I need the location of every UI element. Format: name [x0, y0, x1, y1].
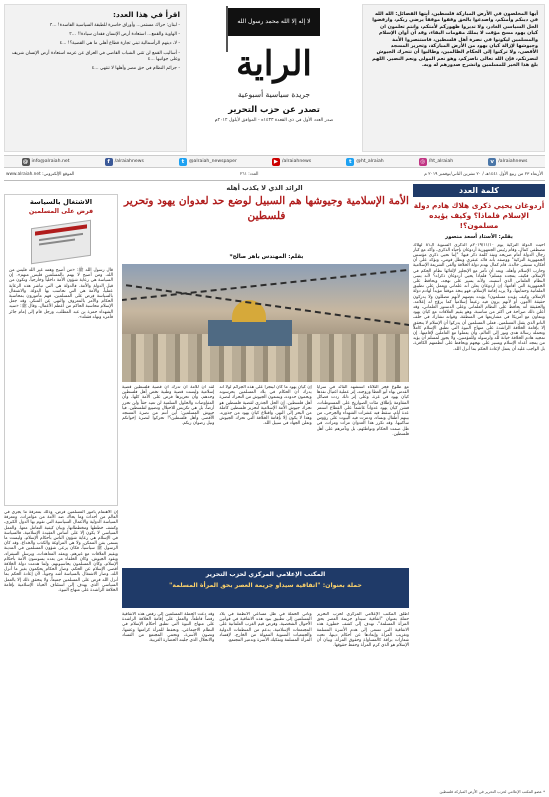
masthead-logo[interactable]	[190, 4, 358, 152]
social-handle: /alraiahnews	[114, 159, 144, 164]
founded-line: صدر العدد الأول في ذي القعدة ١٤٣٣ه - الموافق لأيلول ٢٠١٢م	[214, 118, 334, 123]
social-handle: @alraiah_newspaper	[188, 159, 237, 164]
intro-text: أيها المخلصون في الأرض المباركة فلسطين، أيتها الفصائل: الله الله في دينكم وأمتكم، واصدعوا بالحق وقفوا موقفاً يرضي ربكم، وارفضوا الحل السياسي الغادر، ولا تديروا ظهوركم لأمتكم، وانتم تعلمون ان كيان يهود مسخ مؤقت لا يملك مقومات البقاء، وقد آن أوان الإسلام والمسلمين ليكونوا في نصرة أهل فلسطين، فاستنصروا الأمة وجيوشها لإزالة كيان يهود من الأرض المباركة، وتحرير المسجد الأقصى، ولا تركنوا إلى الحكام الظالمين، وطالبوا أن تتحرك الجيوش لنصرتكم، فإن الله تعالى ناصركم، وهو نعم المولى ونعم النصير. اللهم بلغ هذا الخير للمسلمين وانشرح صدورهم له وبه.	[372, 11, 538, 69]
table-of-contents	[4, 4, 187, 152]
twitter-icon: t	[179, 158, 187, 166]
social-bar	[4, 155, 545, 168]
publisher-line: تصدر عن حزب التحرير	[228, 104, 320, 114]
twitter-icon: t	[346, 158, 354, 166]
divider	[4, 180, 545, 181]
sidebar-title[interactable]: الاشتغال بالسياسة	[29, 198, 93, 206]
section-label: كلمة العدد	[413, 184, 545, 197]
vk-icon: v	[488, 158, 496, 166]
sidebar-continued-body: إن الاهتمام بأمور المسلمين فرض، وذلك بمعرفة ما يجري في العالم من أحداث وما يحاك ضد الأمة من مؤامرات، ومعرفة السياسة الدولية والأعمال السياسية التي تقوم بها الدول الكبرى، وكشف خططها ومخططاتها، وبيان كيفية التعامل معها. والعمل السياسي لا يكون إلا على أساس العقيدة الإسلامية، فالسياسة في الإسلام هي رعاية شؤون الناس بأحكام الإسلام، وليست ما يسمى بفن الممكن، ولا هي المراوغة والكذب والخداع. وقد كان الرسول ﷺ سياسياً، فكان يرعى شؤون المسلمين في المدينة ويقيم العلاقات مع غيرهم، ويعقد المعاهدات، ويرسل السفراء، ويقود الجيوش. وكان الخلفاء من بعده يسوسون الأمة بأحكام الإسلام، وكان المسلمون يحاسبونهم. ولما هدمت دولة الخلافة أقصي الإسلام عن الحكم، وصار الحكام يحكمون بغير ما أنزل الله، وصار الاشتغال بالسياسة أشد وجوباً، لأن إعادة الحكم بما أنزل الله فرض على المسلمين جميعاً، ولا يتحقق ذلك إلا بالعمل السياسي الذي يهدف إلى استئناف الحياة الإسلامية بإقامة الخلافة الراشدة على منهاج النبوة.	[4, 510, 118, 594]
issue-number: العدد: ٢٦١	[240, 172, 259, 177]
footer-note: * عضو المكتب الإعلامي لحزب التحرير في الأرض المباركة فلسطين	[439, 789, 545, 794]
toc-item[interactable]: - الهاوية والقمع... استعادة أرض الإنسان فقدان سيادة!! ...٣	[69, 32, 180, 38]
youtube-icon: ▶	[273, 158, 279, 165]
social-link-instagram[interactable]	[419, 158, 453, 166]
main-headline[interactable]: الأمة الإسلامية وجيوشها هم السبيل لوضع حد لعدوان يهود وتحرير فلسطين	[123, 195, 409, 222]
social-link-vk[interactable]	[488, 158, 527, 166]
sidebar-body: قال رسول الله ﷺ: «من أصبح وهمه غير الله فليس من الله، ومن أصبح لا يهتم بالمسلمين فليس منهم». إن السياسة هي رعاية شؤون الأمة داخلياً وخارجياً، وتكون من قبل الدولة والأمة، فالدولة هي التي تباشر هذه الرعاية عملياً، والأمة هي التي تحاسب بها الدولة. والاشتغال بالسياسة فرض على المسلمين، فهم مأمورون بمحاسبة الحكام والأمر بالمعروف والنهي عن المنكر، وقد جعل الإسلام محاسبة الحاكم من أعظم الأعمال، وقال ﷺ: «سيد الشهداء حمزة بن عبد المطلب، ورجل قام إلى إمام جائر فأمره ونهاه فقتله».	[9, 268, 113, 320]
issue-date: الأربعاء ٢٣ من ربيع الأول ١٤٤١هـ / ٢٠ تشرين الثاني/نوفمبر ٢٠١٩ م	[424, 172, 543, 177]
toc-item[interactable]: - أساليب القمع لن تثني الشباب القاضي في العراق عن عزمه استعادة أرض الإنسان شريف وعلى جوانبها ...٤	[11, 50, 180, 62]
main-article-col: إن كيان يهود ما كان ليتجرأ على هذه الجرائم لولا أنه يدرك أن الحكام في بلاد المسلمين يحرسونه ويحمون حدوده، ويمنعون الجيوش من التحرك لنصرة أهل فلسطين. إن الحل الجذري لقضية فلسطين هو تحرك جيوش الأمة الإسلامية لتحرير فلسطين كاملة من البحر إلى النهر، واقتلاع كيان يهود من جذوره، وهذا لا يكون إلا بإقامة الخلافة التي تحرك الجيوش وتعلن الجهاد في سبيل الله.	[219, 385, 312, 427]
masthead-subtitle: جريدة سياسية أسبوعية	[237, 90, 311, 99]
toc-item[interactable]: - لبنان: حراك مستمر... وأوراق خاسرة للطبقة السياسية الفاسدة! ...٣	[49, 23, 180, 28]
social-link-twitter[interactable]	[179, 158, 237, 166]
toc-title: اقرأ في هذا العدد:	[113, 10, 180, 19]
aqsa-photo	[122, 264, 409, 382]
editorial-author: بقلم: الأستاذ أسعد منصور	[445, 233, 513, 240]
email-icon: @	[22, 158, 29, 165]
press-release-banner[interactable]	[122, 568, 409, 608]
toc-item[interactable]: - جرائم النظام في حق مصر وأهلها لا تنتهي ...٤	[91, 66, 180, 72]
editorial-column	[413, 184, 545, 789]
press-release-body	[122, 612, 409, 789]
social-link-facebook[interactable]	[105, 158, 144, 166]
sidebar-subtitle: فرض على المسلمين	[28, 208, 94, 215]
main-article-body	[122, 385, 409, 565]
facebook-icon: f	[105, 158, 113, 166]
main-author: بقلم: المهندس باهر صالح*	[229, 254, 304, 260]
flag-icon: لا إله إلا الله محمد رسول الله	[228, 8, 320, 36]
social-link-email[interactable]	[22, 158, 70, 166]
social-handle: /alraiahnews	[498, 159, 528, 164]
book-image	[21, 220, 101, 262]
social-link-youtube[interactable]	[272, 158, 311, 166]
social-handle: /alraiahnews	[281, 159, 312, 164]
instagram-icon: ◎	[420, 158, 426, 165]
issue-info-bar	[4, 170, 545, 179]
sidebar-article	[4, 194, 118, 506]
intro-box	[362, 4, 545, 152]
website-link[interactable]: الموقع الإلكتروني: www.alraiah.net	[6, 172, 75, 177]
social-handle: /ht_alraiah	[428, 159, 454, 164]
kicker: الرائد الذي لا يكذب أهله	[226, 184, 303, 192]
sidebar-header	[5, 195, 117, 217]
social-handle: @ht_alraiah	[356, 159, 384, 164]
social-handle: info@alraiah.net	[31, 159, 70, 164]
main-article-col: مع طلوع فجر الثلاثاء استشهد القائد في سرايا القدس بهاء أبو العطا وزوجته، إثر عملية اغتيال نفذها كيان يهود في غزة، وعلى إثر ذلك ردت فصائل المقاومة بإطلاق مئات الصواريخ على المستوطنات، فشن كيان يهود عدواناً غاشماً على القطاع استمر عدة أيام، سقط فيه عشرات الشهداء والجرحى، من بينهم أطفال ونساء، ودمرت فيه البيوت على رؤوس ساكنيها. وقد تكرر هذا العدوان مرات ومرات، في ظل صمت الحكام وتواطئهم، بل وتآمرهم على أهل فلسطين.	[316, 385, 409, 437]
press-col: أطلق المكتب الإعلامي المركزي لحزب التحرير حملة بعنوان "اتفاقية سيداو جريمة العصر بحق المرأة المسلمة"، تهدف إلى كشف خطورة هذه الاتفاقية التي تسعى إلى هدم الأسرة المسلمة وتغريب المرأة وإبعادها عن أحكام دينها، تحت شعارات براقة كالمساواة وحقوق المرأة، وبيان أن الإسلام هو الذي كرم المرأة وحفظ حقوقها.	[316, 612, 409, 649]
press-col: وقد دعت الحملة المسلمين إلى رفض هذه الاتفاقية رفضاً قاطعاً، والعمل على إقامة الخلافة الراشدة على منهاج النبوة التي تطبق أحكام الإسلام في النظام الاجتماعي، وتحفظ للمرأة كرامتها وعفتها، وتصون الأسرة، وتحمي المجتمع من الفساد والانحلال الذي جلبته الحضارة الغربية.	[122, 612, 215, 644]
masthead-title: الراية	[236, 44, 312, 84]
press-col: وتأتي الحملة في ظل مساعي الأنظمة في بلاد المسلمين إلى تطبيق بنود هذه الاتفاقية في قوانين الأحوال الشخصية، وفرض قيم الغرب العلمانية على المجتمعات الإسلامية، بدعم من المنظمات الدولية والجمعيات النسوية الممولة من الخارج، لإفساد المرأة المسلمة وتفكيك الأسرة وتدمير المجتمع.	[219, 612, 312, 644]
toc-item[interactable]: - لا، دينهم الرأسمالية تبني تجارة قطاع أهلي ما هي القضية؟! ...٤	[59, 41, 180, 47]
press-subtitle: حملة بعنوان: "اتفاقية سيداو جريمة العصر بحق المرأة المسلمة"	[169, 582, 362, 589]
main-area	[4, 184, 409, 789]
press-title: المكتب الإعلامي المركزي لحزب التحرير	[205, 571, 326, 578]
main-article-col: لقد آن للأمة أن تدرك أن قضية فلسطين قضية إسلامية وليست قضية وطنية تخص أهل فلسطين وحدهم، وأن تحريرها فرض على الأمة كلها، وأن المفاوضات والحلول السلمية لن تعيد حقاً ولن تحرر أرضاً، بل هي تكريس للاحتلال وتضييع لفلسطين. فيا جيوش المسلمين: أين أنتم من نصرة المسجد الأقصى وأهل فلسطين؟! تحركوا لنصرة إخوانكم ونيل رضوان ربكم.	[122, 385, 215, 427]
social-link-twitter-2[interactable]	[346, 158, 383, 166]
editorial-title[interactable]: أردوغان يحيي ذكرى هلاك هادم دولة الإسلام فلماذا؟ وكيف يؤيده مسلمون؟!	[413, 201, 545, 231]
editorial-body: أحيت الدولة التركية يوم ٢٠١٩/١١/١٠م الذكرى السنوية الـ٨١ لهلاك مصطفى كمال، وقام رئيس الجمهورية أردوغان بإحياء الذكرى، وأكد مع كبار رجال الدولة أمام ضريحه ونفذ كلمة ذكر فيها: "إننا نحيي ذكرى مؤسس الجمهورية التركية" ووصفه بأنه قائد عبقري وبطل قومي، ونؤكد على أن أفكاره ستبقى خالدة. قام كمال بهدم دولة الخلافة وألغى الشريعة الإسلامية وحارب الإسلام وأهله، وبعد أن تآمر مع الإنجليز لإلغائها نظام الحكم في الإسلام، فكيف يمجده مسلم؟ فلماذا يحيي أردوغان ذكراه؟ لأنه يتبنى النظام العلماني الذي أسسه، ولأنه يسير على نهجه، ويحافظ على الجمهورية التي أقامها. إن أردوغان يعلن أنه علماني ويعمل على تطبيق العلمانية وحمايتها، ولا يريد إقامة الإسلام، فهو يتخذ موقفاً مؤيداً لهادم دولة الإسلام. وكيف يؤيده مسلمون؟ يؤيده بعضهم لأنهم مضللون ولا يدركون حقيقة الأمور، أو لأنهم يرون فيه زعيماً إسلامياً كما يروّج له إعلامه. والحقيقة أنه يحافظ على النظام العلماني وعلى الدستور العلماني، وقد أعلن ذلك صراحة في أكثر من مناسبة، وهو يقيم العلاقات مع كيان يهود ويتعاون مع أمريكا في مشاريعها في المنطقة، وقواته تشارك في حلف الناتو الذي يقتل المسلمين. فعلى المسلمين أن يدركوا أن الإسلام لا يتحقق إلا بإقامة الخلافة الراشدة على منهاج النبوة التي تطبق الإسلام كاملاً وتحمله رسالة هدى ونور إلى العالم، وأن يعملوا مع العاملين لإقامتها. إن تمجيد هادم الخلافة خيانة لله ولرسوله وللمؤمنين، ولا يجوز لمسلم أن يؤيد من يمجد أعداء الإسلام ويسير على نهجهم ويحافظ على أنظمتهم الكافرة، بل الواجب عليه أن يعمل لإعادة الحكم بما أنزل الله.	[413, 242, 545, 352]
toc-list	[11, 23, 180, 72]
